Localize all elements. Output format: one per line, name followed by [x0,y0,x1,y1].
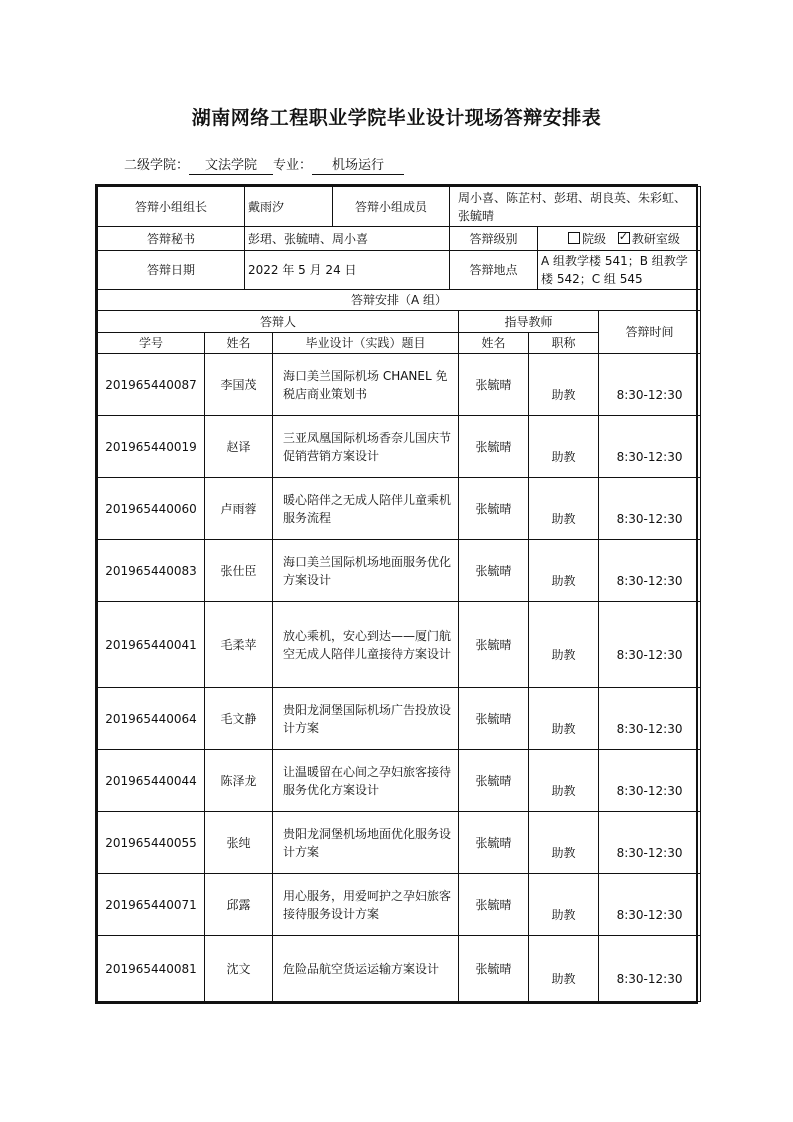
table-row [98,416,701,478]
student-id: 201965440071 [98,874,205,936]
student-name: 卢雨蓉 [205,478,273,540]
student-name: 沈文 [205,936,273,1002]
topic: 海口美兰国际机场 CHANEL 免税店商业策划书 [273,354,459,416]
level-opt2-checkbox[interactable] [618,232,630,244]
table-row [98,874,701,936]
college-label: 二级学院： [124,158,190,173]
header-id: 学号 [98,333,205,354]
major-value: 机场运行 [312,158,404,175]
student-name: 邱露 [205,874,273,936]
defense-time: 8:30-12:30 [599,354,701,416]
level-options [538,227,701,251]
student-id: 201965440060 [98,478,205,540]
defense-time: 8:30-12:30 [599,874,701,936]
level-opt1-checkbox[interactable] [568,232,580,244]
defense-time: 8:30-12:30 [599,602,701,688]
defense-time: 8:30-12:30 [599,478,701,540]
topic: 贵阳龙洞堡机场地面优化服务设计方案 [273,812,459,874]
advisor-rank: 助教 [529,478,599,540]
student-id: 201965440087 [98,354,205,416]
table-row [98,936,701,1002]
members-label: 答辩小组成员 [333,187,450,227]
student-id: 201965440055 [98,812,205,874]
student-name: 毛柔苹 [205,602,273,688]
advisor-rank: 助教 [529,812,599,874]
student-name: 陈泽龙 [205,750,273,812]
leader-value: 戴雨汐 [245,187,333,227]
header-advisor-rank: 职称 [529,333,599,354]
student-id: 201965440081 [98,936,205,1002]
advisor-rank: 助教 [529,602,599,688]
advisor-name: 张毓晴 [459,874,529,936]
advisor-name: 张毓晴 [459,688,529,750]
table-row [98,812,701,874]
secretary-label: 答辩秘书 [98,227,245,251]
student-name: 赵译 [205,416,273,478]
table-row [98,750,701,812]
secretary-value: 彭珺、张毓晴、周小喜 [245,227,450,251]
student-name: 张仕臣 [205,540,273,602]
header-advisor: 指导教师 [459,311,599,333]
level-label: 答辩级别 [450,227,538,251]
table-row [98,602,701,688]
defense-time: 8:30-12:30 [599,688,701,750]
date-value: 2022 年 5 月 24 日 [245,251,450,290]
topic: 三亚凤凰国际机场香奈儿国庆节促销营销方案设计 [273,416,459,478]
place-value: A 组教学楼 541；B 组教学楼 542；C 组 545 [538,251,701,290]
student-name: 张纯 [205,812,273,874]
advisor-rank: 助教 [529,540,599,602]
advisor-name: 张毓晴 [459,354,529,416]
topic: 暖心陪伴之无成人陪伴儿童乘机服务流程 [273,478,459,540]
header-advisor-name: 姓名 [459,333,529,354]
student-id: 201965440064 [98,688,205,750]
defense-time: 8:30-12:30 [599,416,701,478]
page-title: 湖南网络工程职业学院毕业设计现场答辩安排表 [191,107,602,129]
college-value: 文法学院 [189,158,273,175]
advisor-name: 张毓晴 [459,812,529,874]
topic: 放心乘机，安心到达——厦门航空无成人陪伴儿童接待方案设计 [273,602,459,688]
student-id: 201965440044 [98,750,205,812]
header-time: 答辩时间 [599,311,701,354]
topic: 危险品航空货运运输方案设计 [273,936,459,1002]
advisor-name: 张毓晴 [459,602,529,688]
advisor-name: 张毓晴 [459,540,529,602]
advisor-rank: 助教 [529,688,599,750]
student-name: 毛文静 [205,688,273,750]
student-id: 201965440041 [98,602,205,688]
advisor-rank: 助教 [529,354,599,416]
topic: 让温暖留在心间之孕妇旅客接待服务优化方案设计 [273,750,459,812]
topic: 海口美兰国际机场地面服务优化方案设计 [273,540,459,602]
major-label: 专业： [273,158,313,173]
student-id: 201965440019 [98,416,205,478]
section-title: 答辩安排（A 组） [98,290,701,311]
header-name: 姓名 [205,333,273,354]
advisor-name: 张毓晴 [459,416,529,478]
table-row [98,540,701,602]
advisor-name: 张毓晴 [459,936,529,1002]
header-student: 答辩人 [98,311,459,333]
header-topic: 毕业设计（实践）题目 [273,333,459,354]
advisor-name: 张毓晴 [459,750,529,812]
meta-line [124,154,404,175]
info-table [97,186,701,311]
schedule-table [97,310,701,1002]
advisor-rank: 助教 [529,416,599,478]
table-row [98,688,701,750]
advisor-name: 张毓晴 [459,478,529,540]
date-label: 答辩日期 [98,251,245,290]
topic: 贵阳龙洞堡国际机场广告投放设计方案 [273,688,459,750]
advisor-rank: 助教 [529,750,599,812]
schedule-document [95,184,698,1004]
advisor-rank: 助教 [529,874,599,936]
advisor-rank: 助教 [529,936,599,1002]
student-name: 李国茂 [205,354,273,416]
defense-time: 8:30-12:30 [599,540,701,602]
defense-time: 8:30-12:30 [599,750,701,812]
table-row [98,354,701,416]
place-label: 答辩地点 [450,251,538,290]
leader-label: 答辩小组组长 [98,187,245,227]
schedule-rows [98,354,701,1002]
defense-time: 8:30-12:30 [599,812,701,874]
student-id: 201965440083 [98,540,205,602]
level-opt2-label: 教研室级 [631,231,680,246]
defense-time: 8:30-12:30 [599,936,701,1002]
topic: 用心服务，用爱呵护之孕妇旅客接待服务设计方案 [273,874,459,936]
members-value: 周小喜、陈芷村、彭珺、胡良英、朱彩虹、张毓晴 [450,187,701,227]
level-opt1-label: 院级 [582,231,607,246]
table-row [98,478,701,540]
